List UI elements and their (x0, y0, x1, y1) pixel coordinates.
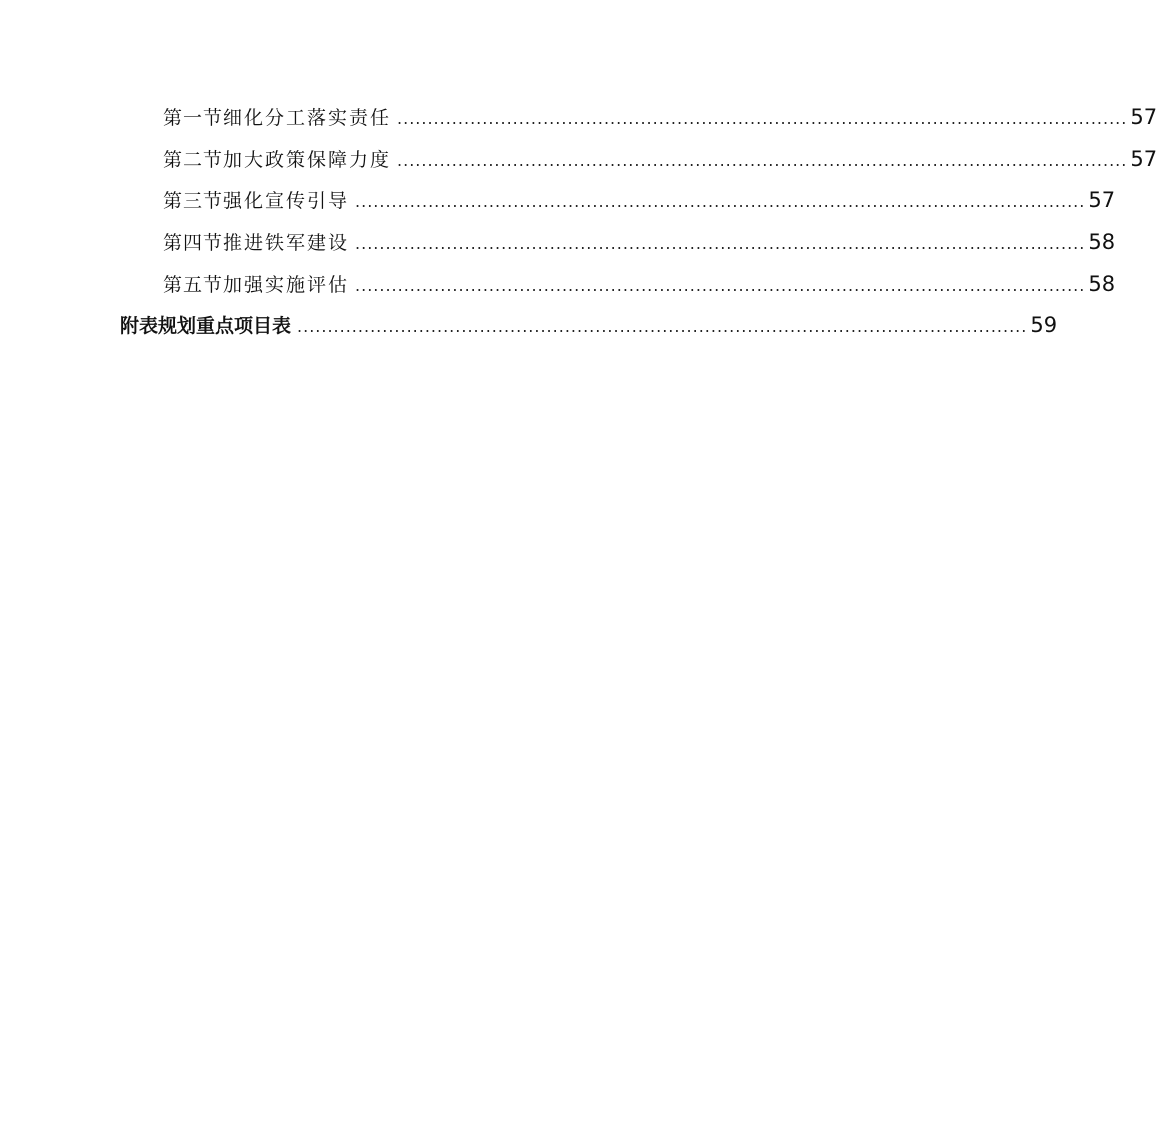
section-title: 强化宣传引导 (223, 190, 350, 212)
toc-entry-section-4[interactable] (163, 227, 1116, 257)
section-number: 第五节 (163, 274, 224, 296)
dot-leader: ........................................................................................................................ (297, 317, 1028, 336)
page-number: 57 (1130, 105, 1157, 129)
section-number: 第一节 (163, 107, 224, 129)
dot-leader: ........................................................................................................................ (355, 276, 1086, 295)
page-number: 57 (1088, 188, 1116, 212)
dot-leader: ........................................................................................................................ (397, 151, 1128, 170)
section-title: 加强实施评估 (223, 274, 350, 296)
toc-entry-appendix[interactable] (120, 310, 1058, 340)
toc-entry-section-1[interactable] (163, 102, 1157, 132)
page-number: 58 (1088, 272, 1116, 296)
toc-entry-section-5[interactable] (163, 269, 1116, 299)
page-number: 58 (1088, 230, 1116, 254)
toc-entry-section-2[interactable] (163, 144, 1157, 174)
section-title: 加大政策保障力度 (223, 149, 392, 171)
dot-leader: ........................................................................................................................ (355, 234, 1086, 253)
section-title: 推进铁军建设 (223, 232, 350, 254)
dot-leader: ........................................................................................................................ (397, 109, 1128, 128)
appendix-label: 附表 (120, 315, 159, 337)
section-title: 细化分工落实责任 (223, 107, 392, 129)
page-number: 59 (1030, 313, 1058, 337)
toc-entry-section-3[interactable] (163, 185, 1116, 215)
dot-leader: ........................................................................................................................ (355, 192, 1086, 211)
page-number: 57 (1130, 147, 1157, 171)
section-number: 第四节 (163, 232, 224, 254)
appendix-title: 规划重点项目表 (158, 315, 292, 337)
section-number: 第三节 (163, 190, 224, 212)
section-number: 第二节 (163, 149, 224, 171)
